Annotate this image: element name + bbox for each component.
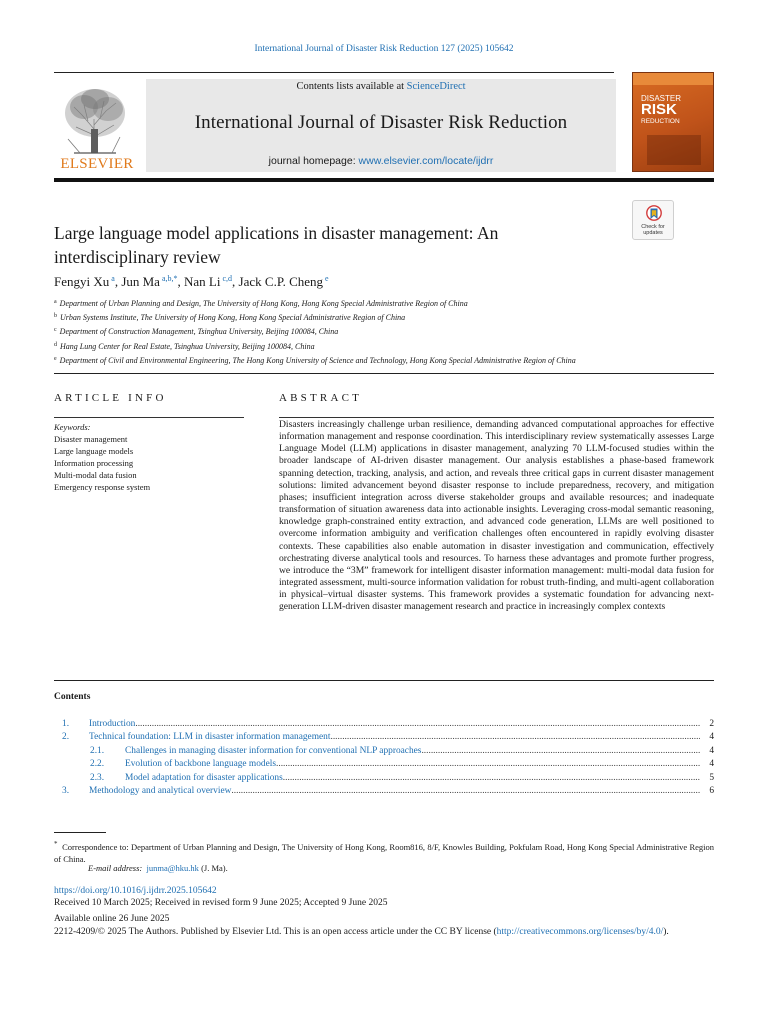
toc-entry-line[interactable]: [125, 745, 700, 758]
toc-entry-line[interactable]: [89, 731, 700, 744]
affiliation-marker: c: [54, 327, 57, 334]
toc-entry-number[interactable]: 2.: [62, 732, 70, 743]
sciencedirect-link[interactable]: ScienceDirect: [406, 81, 466, 92]
keyword-item: Large language models: [54, 446, 134, 456]
keyword-item: Disaster management: [54, 434, 128, 444]
journal-cover-image[interactable]: [632, 72, 714, 172]
toc-entry-page: 4: [709, 732, 714, 743]
journal-homepage-link[interactable]: www.elsevier.com/locate/ijdrr: [358, 155, 494, 167]
affiliation-item: [54, 324, 674, 338]
author-affiliation-marker[interactable]: e: [325, 274, 329, 283]
email-label: E-mail address:: [88, 863, 143, 873]
toc-leader-dots: [330, 731, 700, 744]
affiliation-text: Hang Lung Center for Real Estate, Tsinghua University, Beijing 100084, China: [60, 341, 315, 351]
affiliation-text: Department of Construction Management, Tsinghua University, Beijing 100084, China: [59, 327, 339, 337]
cover-graphic: [647, 135, 701, 165]
elsevier-logo: [54, 79, 140, 173]
email-line: [54, 862, 714, 874]
toc-entry-line[interactable]: [125, 772, 700, 785]
toc-entry-line[interactable]: [125, 758, 700, 771]
toc-entry[interactable]: [0, 758, 768, 771]
cover-text-reduction: REDUCTION: [641, 118, 680, 125]
available-online-date: Available online 26 June 2025: [54, 914, 170, 924]
author-affiliation-marker[interactable]: a,b,*: [161, 274, 178, 283]
keywords-label: Keywords:: [54, 422, 91, 432]
author-name[interactable]: Jack C.P. Cheng: [238, 274, 324, 289]
toc-entry-number[interactable]: 2.1.: [90, 745, 105, 756]
contents-available-line: [146, 81, 616, 92]
toc-entry-title[interactable]: Methodology and analytical overview: [89, 786, 232, 796]
abstract-rule: [279, 417, 714, 418]
affiliation-marker: a: [54, 299, 57, 305]
footnote-marker: *: [54, 840, 58, 848]
toc-entry-page: 2: [709, 719, 714, 729]
toc-entry[interactable]: [0, 745, 768, 758]
bookmark-check-icon: [646, 205, 662, 223]
affiliation-marker: d: [54, 341, 57, 348]
email-suffix: (J. Ma).: [198, 863, 228, 873]
affiliation-marker: b: [54, 313, 57, 320]
toc-leader-dots: [135, 718, 700, 731]
cover-top-band: [633, 73, 713, 85]
toc-leader-dots: [421, 745, 700, 758]
toc-entry-title[interactable]: Introduction: [89, 719, 136, 729]
toc-entry-title[interactable]: Technical foundation: LLM in disaster information management: [89, 732, 331, 743]
toc-leader-dots: [231, 785, 700, 798]
cover-text-risk: RISK: [641, 101, 677, 118]
copyright-prefix: 2212-4209/© 2025 The Authors. Published by Elsevier Ltd. This is an open access article under the CC BY license (: [54, 927, 497, 937]
affiliation-item: [54, 353, 674, 367]
toc-entry[interactable]: [0, 718, 768, 731]
copyright-suffix: ).: [663, 927, 669, 937]
toc-entry-title[interactable]: Evolution of backbone language models: [125, 759, 277, 770]
header-top-rule: [54, 72, 614, 73]
keyword-item: Emergency response system: [54, 482, 151, 492]
abstract-heading: ABSTRACT: [279, 392, 363, 404]
paper-title: Large language model applications in disaster management: An interdisciplinary review: [54, 223, 499, 267]
article-info-heading: ARTICLE INFO: [54, 392, 167, 404]
check-updates-label: Check for updates: [641, 224, 665, 236]
header-thick-rule: [54, 178, 714, 182]
footnote-text: Correspondence to: Department of Urban Planning and Design, The University of Hong Kong, Room816, 8/F, Knowles Building, Pokfulam Road, Hong Kong Special Administrative Region of China.: [54, 841, 715, 864]
license-link[interactable]: http://creativecommons.org/licenses/by/4.0/: [496, 927, 664, 937]
affiliation-item: [54, 296, 674, 310]
journal-citation-link[interactable]: International Journal of Disaster Risk Reduction 127 (2025) 105642: [254, 44, 514, 54]
keyword-item: Information processing: [54, 458, 134, 468]
affiliation-text: Urban Systems Institute, The University of Hong Kong, Hong Kong Special Administrative Region of China: [60, 313, 406, 323]
elsevier-wordmark: ELSEVIER: [60, 156, 134, 172]
toc-entry-line[interactable]: [89, 785, 700, 798]
toc-entry[interactable]: [0, 731, 768, 744]
affiliation-text: Department of Urban Planning and Design, The University of Hong Kong, Hong Kong Special Administrative Region of China: [59, 299, 468, 308]
toc-leader-dots: [283, 772, 700, 785]
journal-title: International Journal of Disaster Risk Reduction: [194, 112, 568, 133]
copyright-notice: [54, 926, 714, 938]
article-info-rule: [54, 417, 244, 418]
toc-entry[interactable]: [0, 785, 768, 798]
author-affiliation-marker[interactable]: a: [111, 274, 115, 283]
affiliation-list: [54, 296, 674, 367]
received-dates: Received 10 March 2025; Received in revised form 9 June 2025; Accepted 9 June 2025: [54, 898, 388, 908]
toc-entry-page: 6: [709, 786, 714, 796]
contents-heading: Contents: [54, 692, 91, 702]
affiliation-rule: [54, 373, 714, 374]
abstract-bottom-rule: [54, 680, 714, 681]
author-affiliation-marker[interactable]: c,d: [222, 274, 233, 283]
cover-text-disaster: DISASTER: [641, 94, 682, 103]
toc-entry-number[interactable]: 3.: [62, 786, 70, 796]
toc-entry-page: 5: [709, 772, 714, 783]
correspondence-footnote: [54, 838, 714, 865]
author-name[interactable]: Nan Li: [184, 274, 221, 289]
affiliation-item: [54, 339, 674, 353]
check-for-updates-button[interactable]: [632, 200, 674, 240]
affiliation-marker: e: [54, 355, 57, 362]
toc-entry-title[interactable]: Challenges in managing disaster information for conventional NLP approaches: [125, 745, 422, 756]
keyword-list: [54, 433, 244, 493]
affiliation-text: Department of Civil and Environmental Engineering, The Hong Kong University of Science and Technology, Hong Kong Special Administrative Region of China: [59, 355, 576, 365]
homepage-prefix: journal homepage:: [268, 155, 359, 167]
toc-entry-number[interactable]: 1.: [62, 719, 70, 729]
affiliation-item: [54, 310, 674, 324]
toc-entry-line[interactable]: [89, 718, 700, 731]
email-link[interactable]: junma@hku.hk: [146, 863, 199, 873]
journal-homepage-line: [146, 155, 616, 167]
author-name[interactable]: Jun Ma: [121, 274, 160, 289]
toc-entry-page: 4: [709, 745, 714, 756]
contents-prefix: Contents lists available at: [296, 81, 407, 92]
toc-leader-dots: [276, 758, 700, 771]
toc-entry-title[interactable]: Model adaptation for disaster applications: [125, 772, 283, 783]
keyword-item: Multi-modal data fusion: [54, 470, 137, 480]
author-name[interactable]: Fengyi Xu: [54, 274, 110, 289]
keywords-block: [54, 421, 244, 493]
footnote-rule: [54, 832, 106, 833]
abstract-text: Disasters increasingly challenge urban resilience, demanding advanced computational approaches for effective information management and response coordination. This interdisciplinary review systematically assesses Large Language Model (LLM) applications in disaster management, analyzing 70 LLM-focused studies within the broader landscape of AI-driven disaster management. Our analysis establishes a phase-based framework spanning detection, tracking, analysis, and action, and reveals three critical gaps in current disaster management solutions: limited advancement beyond disaster response to include preparedness, recovery, and mitigation phases; insufficient integration across diverse stakeholder groups and available resources; and inadequate transformation of situation awareness data into actionable insights. Leveraging cross-modal semantic reasoning, knowledge graph-constrained entity extraction, and advanced code generation, LLMs are well positioned to overcome information ambiguity and verification challenges often encountered in rapidly evolving disaster contexts. These capabilities also enable automation in disaster investigation and communication, effectively orchestrating diverse analytical tools and resources. To harness these advantages and promote further progress, we introduce the “3M” framework for intelligent disaster information management: multi-modal data fusion for integrated assessment, multi-source information validation for robust truth-finding, and multi-agent collaboration in physical–virtual disaster systems. This framework provides a systematic foundation for advancing next-generation LLM-driven disaster management research and practice in increasingly complex contexts: [279, 419, 714, 613]
toc-entry[interactable]: [0, 772, 768, 785]
toc-entry-number[interactable]: 2.3.: [90, 772, 105, 783]
toc-entry-page: 4: [709, 759, 714, 770]
doi-link[interactable]: https://doi.org/10.1016/j.ijdrr.2025.105642: [54, 886, 217, 896]
toc-entry-number[interactable]: 2.2.: [90, 759, 105, 770]
author-list: Fengyi Xu $^a$, Jun Ma $^{a,b,*}$, Nan Li $^{c,d}$, Jack C.P. Cheng $^e$: [54, 274, 329, 289]
